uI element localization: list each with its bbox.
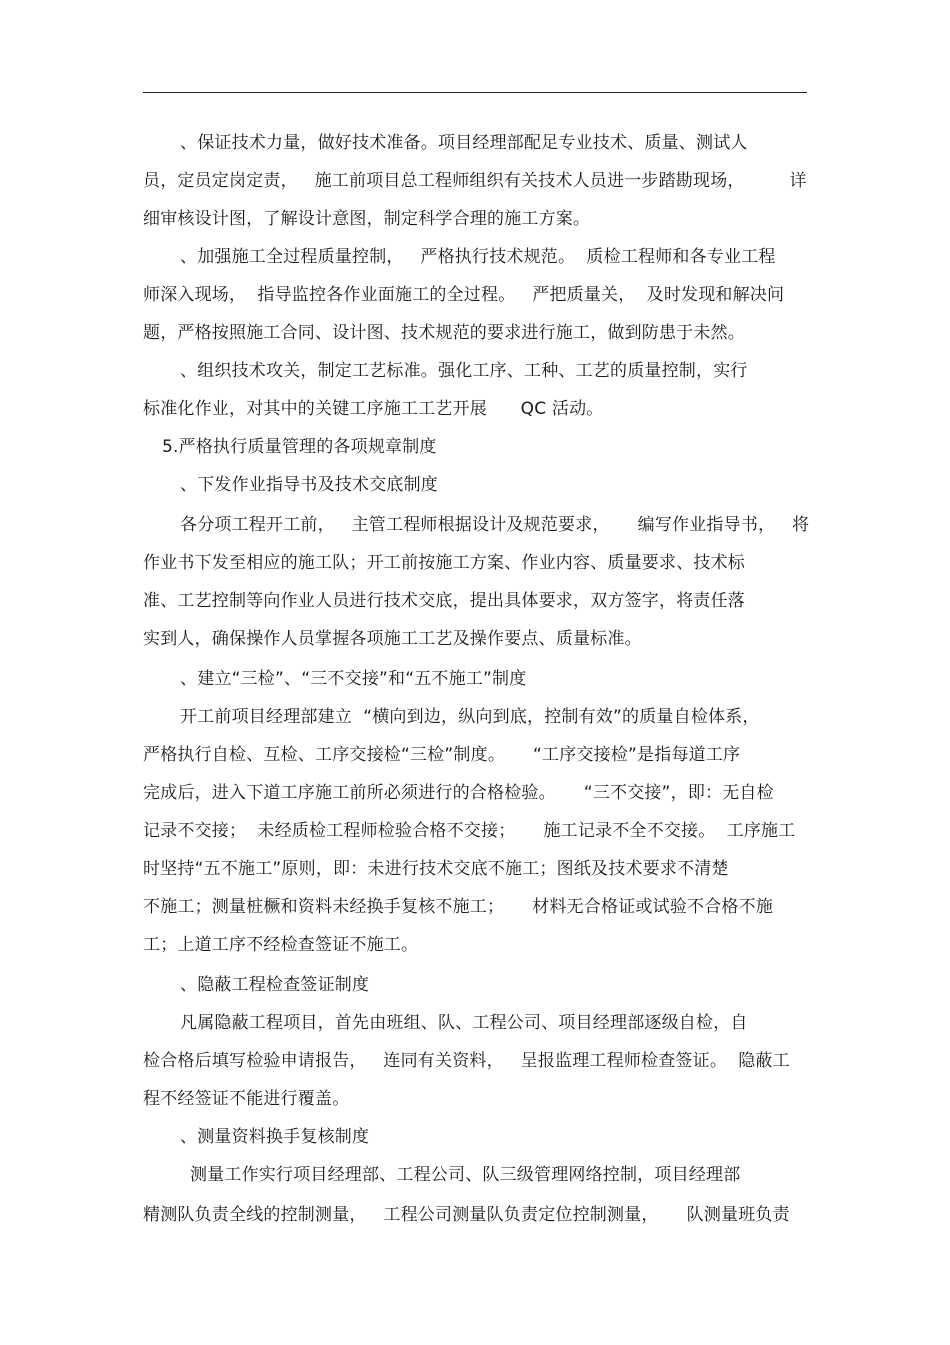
text-line: 标准化作业，对其中的关键工序施工工艺开展 QC 活动。 [143, 399, 604, 419]
text-line: 测量工作实行项目经理部、工程公司、队三级管理网络控制，项目经理部 [190, 1165, 741, 1185]
subsection-heading: 、隐蔽工程检查签证制度 [180, 975, 370, 995]
text-line: 、组织技术攻关，制定工艺标准。强化工序、工种、工艺的质量控制，实行 [180, 361, 748, 381]
text-line: 师深入现场， 指导监控各作业面施工的全过程。 严把质量关， 及时发现和解决问 [143, 285, 785, 305]
subsection-heading: 、建立“三检”、“三不交接”和“五不施工”制度 [180, 669, 527, 689]
text-line: 记录不交接； 未经质检工程师检验合格不交接； 施工记录不全不交接。 工序施工 [143, 821, 796, 841]
text-line: 完成后，进入下道工序施工前所必须进行的合格检验。 “三不交接”，即：无自检 [143, 783, 774, 803]
text-line: 不施工；测量桩橛和资料未经换手复核不施工； 材料无合格证或试验不合格不施 [143, 897, 774, 917]
section-heading: 5.严格执行质量管理的各项规章制度 [162, 437, 437, 457]
text-line: 精测队负责全线的控制测量， 工程公司测量队负责定位控制测量， 队测量班负责 [143, 1205, 790, 1225]
text-line: 题，严格按照施工合同、设计图、技术规范的要求进行施工，做到防患于未然。 [143, 323, 745, 343]
subsection-heading: 、下发作业指导书及技术交底制度 [180, 475, 438, 495]
text-line: 各分项工程开工前， 主管工程师根据设计及规范要求， 编写作业指导书， 将 [180, 515, 810, 535]
text-line: 凡属隐蔽工程项目，首先由班组、队、工程公司、项目经理部逐级自检，自 [180, 1013, 748, 1033]
text-line: 细审核设计图，了解设计意图，制定科学合理的施工方案。 [143, 209, 591, 229]
subsection-heading: 、测量资料换手复核制度 [180, 1127, 370, 1147]
text-line: 作业书下发至相应的施工队；开工前按施工方案、作业内容、质量要求、技术标 [143, 553, 745, 573]
text-line: 程不经签证不能进行覆盖。 [143, 1089, 350, 1109]
text-line: 准、工艺控制等向作业人员进行技术交底，提出具体要求，双方签字，将责任落 [143, 591, 745, 611]
text-line: 检合格后填写检验申请报告， 连同有关资料， 呈报监理工程师检查签证。 隐蔽工 [143, 1051, 790, 1071]
text-line: 、保证技术力量，做好技术准备。项目经理部配足专业技术、质量、测试人 [180, 133, 748, 153]
text-line: 员，定员定岗定责， 施工前项目总工程师组织有关技术人员进一步踏勘现场， 详 [143, 171, 807, 191]
text-line: 时坚持“五不施工”原则，即：未进行技术交底不施工；图纸及技术要求不清楚 [143, 859, 729, 879]
text-line: 实到人，确保操作人员掌握各项施工工艺及操作要点、质量标准。 [143, 629, 642, 649]
text-line: 、加强施工全过程质量控制， 严格执行技术规范。 质检工程师和各专业工程 [180, 247, 776, 267]
text-line: 严格执行自检、互检、工序交接检“三检”制度。 “工序交接检”是指每道工序 [143, 745, 741, 765]
text-line: 开工前项目经理部建立 “横向到边，纵向到底，控制有效”的质量自检体系， [180, 707, 760, 727]
text-line: 工；上道工序不经检查签证不施工。 [143, 935, 419, 955]
